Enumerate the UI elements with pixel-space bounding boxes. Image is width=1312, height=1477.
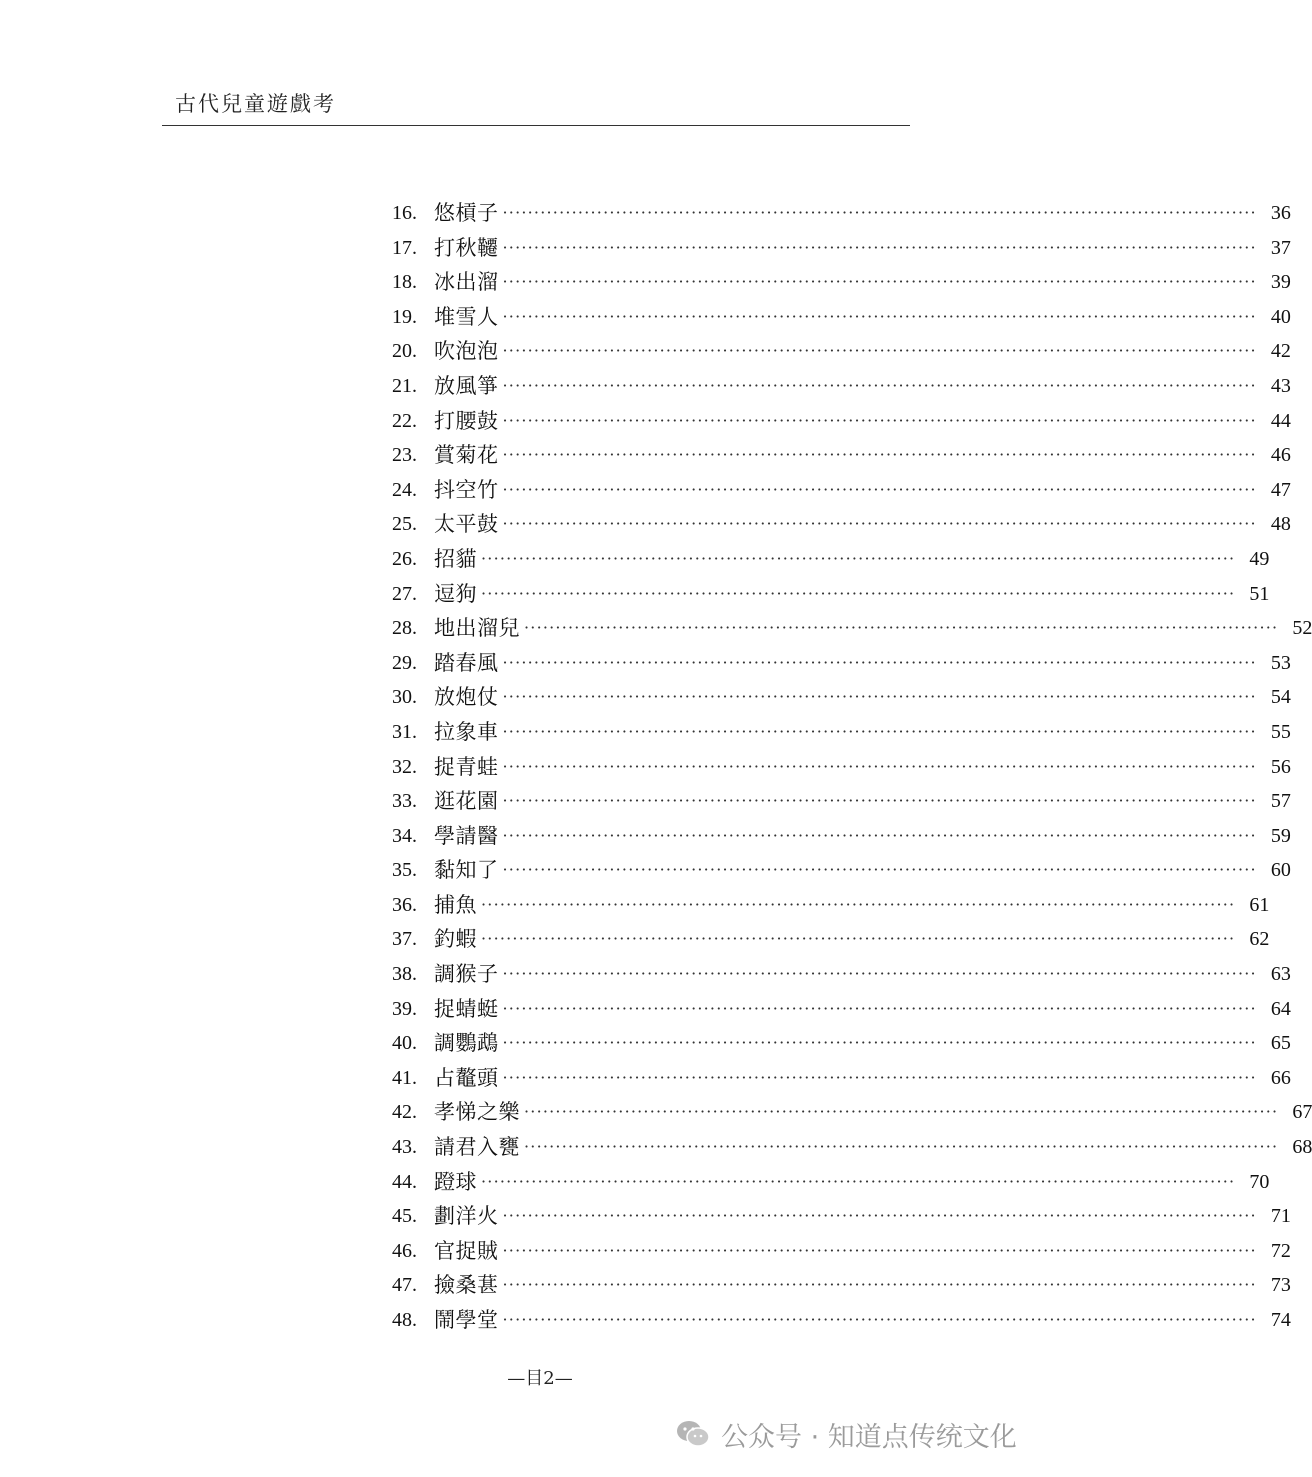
toc-entry-number: 36. (392, 893, 417, 916)
dot-leader: ························································································································ (481, 1171, 1236, 1191)
toc-entry-page: 40 (1270, 305, 1291, 328)
dot-leader: ························································································································ (502, 1310, 1257, 1329)
toc-entry-page: 73 (1270, 1274, 1291, 1297)
toc-entry-number: 46. (392, 1239, 417, 1262)
toc-entry-page: 53 (1270, 651, 1291, 674)
toc-entry-number: 23. (392, 444, 417, 467)
toc-entry-number: 26. (392, 547, 417, 570)
dot-leader: ························································································································ (502, 445, 1257, 465)
dot-leader: ························································································································ (502, 687, 1257, 707)
toc-entry (392, 784, 1291, 819)
toc-entry-number: 34. (392, 824, 417, 847)
dot-leader: ························································································································ (502, 998, 1257, 1018)
toc-entry (392, 750, 1291, 785)
toc-entry (392, 819, 1291, 854)
toc-entry-page: 60 (1270, 859, 1291, 882)
toc-entry-title: 捉蜻蜓 (434, 996, 499, 1021)
toc-entry-page: 42 (1270, 340, 1291, 363)
dot-leader: ························································································································ (481, 583, 1236, 603)
toc-entry-title: 拉象車 (434, 719, 499, 744)
toc-entry-page: 48 (1270, 513, 1291, 536)
toc-entry-title: 劃洋火 (434, 1204, 499, 1229)
toc-entry-page: 47 (1270, 478, 1291, 501)
toc-entry (392, 369, 1291, 404)
toc-entry-page: 65 (1270, 1032, 1291, 1055)
toc-entry (392, 992, 1291, 1027)
toc-entry-title: 捕魚 (434, 892, 477, 917)
toc-entry-title: 捉青蛙 (434, 754, 499, 779)
toc-entry-number: 33. (392, 790, 417, 813)
page-folio: —目2— (507, 1368, 573, 1389)
toc-entry (392, 1130, 1312, 1165)
toc-entry-number: 48. (392, 1309, 417, 1331)
toc-entry-number: 44. (392, 1170, 417, 1193)
toc-entry-number: 38. (392, 963, 417, 986)
toc-entry-title: 賞菊花 (434, 443, 499, 468)
toc-entry-number: 37. (392, 928, 417, 951)
toc-entry-page: 36 (1270, 202, 1291, 224)
toc-entry-page: 71 (1270, 1205, 1291, 1228)
toc-entry (392, 300, 1291, 335)
toc-entry (392, 507, 1291, 542)
toc-entry-title: 地出溜兒 (434, 616, 520, 641)
toc-entry (392, 680, 1291, 715)
toc-entry-page: 61 (1249, 893, 1270, 916)
toc-entry-number: 35. (392, 859, 417, 882)
dot-leader: ························································································································ (502, 514, 1257, 534)
dot-leader: ························································································································ (502, 306, 1257, 326)
toc-entry-page: 43 (1270, 374, 1291, 397)
toc-entry (392, 404, 1291, 439)
dot-leader: ························································································································ (502, 479, 1257, 499)
toc-entry (392, 611, 1312, 646)
toc-entry (392, 1026, 1291, 1061)
toc-entry-title: 打腰鼓 (434, 408, 499, 433)
toc-entry-page: 66 (1270, 1066, 1291, 1089)
toc-entry-title: 太平鼓 (434, 512, 499, 537)
toc-entry-title: 堆雪人 (434, 304, 499, 329)
toc-entry-page: 72 (1270, 1239, 1291, 1262)
toc-entry (392, 334, 1291, 369)
toc-entry-number: 28. (392, 617, 417, 640)
toc-entry-page: 54 (1270, 686, 1291, 709)
toc-entry (392, 438, 1291, 473)
toc-entry-number: 47. (392, 1274, 417, 1297)
toc-entry-page: 46 (1270, 444, 1291, 467)
dot-leader: ························································································································ (502, 1240, 1257, 1260)
toc-entry (392, 196, 1291, 231)
dot-leader: ························································································································ (524, 618, 1279, 638)
dot-leader: ························································································································ (502, 1067, 1257, 1087)
toc-entry-page: 39 (1270, 271, 1291, 294)
toc-entry-number: 30. (392, 686, 417, 709)
toc-entry-page: 63 (1270, 963, 1291, 986)
toc-entry-title: 釣蝦 (434, 927, 477, 952)
toc-entry-number: 43. (392, 1136, 417, 1159)
toc-entry-number: 25. (392, 513, 417, 536)
toc-entry-page: 49 (1249, 547, 1270, 570)
toc-entry-page: 59 (1270, 824, 1291, 847)
toc-entry-page: 67 (1292, 1101, 1312, 1124)
toc-entry-number: 41. (392, 1066, 417, 1089)
toc-entry (392, 542, 1270, 577)
dot-leader: ························································································································ (502, 341, 1257, 361)
toc-entry-page: 62 (1249, 928, 1270, 951)
dot-leader: ························································································································ (502, 1206, 1257, 1226)
toc-entry (392, 577, 1270, 612)
toc-entry-number: 17. (392, 236, 417, 259)
toc-entry (392, 1268, 1291, 1303)
dot-leader: ························································································································ (502, 272, 1257, 292)
toc-entry-page: 44 (1270, 409, 1291, 432)
dot-leader: ························································································································ (502, 721, 1257, 741)
toc-entry-number: 31. (392, 720, 417, 743)
toc-entry-page: 51 (1249, 582, 1270, 605)
toc-entry-number: 40. (392, 1032, 417, 1055)
toc-entry-title: 悠槓子 (434, 201, 499, 225)
dot-leader: ························································································································ (524, 1102, 1279, 1122)
toc-entry-title: 撿桑葚 (434, 1273, 499, 1298)
toc-entry-title: 調猴子 (434, 962, 499, 987)
toc-entry (392, 715, 1291, 750)
toc-entry-page: 70 (1249, 1170, 1270, 1193)
toc-entry-title: 吹泡泡 (434, 339, 499, 364)
toc-entry-page: 37 (1270, 236, 1291, 259)
toc-entry-page: 57 (1270, 790, 1291, 813)
toc-entry (392, 1234, 1291, 1269)
toc-entry (392, 473, 1291, 508)
dot-leader: ························································································································ (481, 929, 1236, 949)
toc-entry (392, 922, 1270, 957)
dot-leader: ························································································································ (481, 894, 1236, 914)
toc-entry (392, 957, 1291, 992)
toc-entry-title: 打秋韆 (434, 235, 499, 260)
toc-entry-number: 21. (392, 374, 417, 397)
dot-leader: ························································································································ (502, 203, 1257, 222)
dot-leader: ························································································································ (502, 652, 1257, 672)
toc-entry-number: 42. (392, 1101, 417, 1124)
toc-entry-number: 45. (392, 1205, 417, 1228)
toc-entry-number: 39. (392, 997, 417, 1020)
toc-entry (392, 1095, 1312, 1130)
toc-entry-number: 19. (392, 305, 417, 328)
dot-leader: ························································································································ (502, 825, 1257, 845)
toc-entry (392, 1199, 1291, 1234)
dot-leader: ························································································································ (481, 548, 1236, 568)
toc-entry-number: 24. (392, 478, 417, 501)
toc-entry (392, 1061, 1291, 1096)
dot-leader: ························································································································ (502, 410, 1257, 430)
dot-leader: ························································································································ (502, 375, 1257, 395)
toc-entry-page: 55 (1270, 720, 1291, 743)
running-header-title: 古代兒童遊戲考 (175, 92, 336, 116)
watermark-text: 公众号 · 知道点传统文化 (721, 1421, 1017, 1453)
header-rule (162, 125, 910, 126)
table-of-contents (392, 196, 1312, 1338)
toc-entry (392, 853, 1291, 888)
toc-entry-title: 逗狗 (434, 581, 477, 606)
toc-entry (392, 646, 1291, 681)
toc-entry-title: 請君入甕 (434, 1135, 520, 1160)
dot-leader: ························································································································ (502, 791, 1257, 811)
toc-entry-title: 黏知了 (434, 858, 499, 883)
toc-entry-page: 52 (1292, 617, 1312, 640)
toc-entry-title: 放風箏 (434, 373, 499, 398)
toc-entry-title: 孝悌之樂 (434, 1100, 520, 1125)
toc-entry-number: 29. (392, 651, 417, 674)
toc-entry (392, 265, 1291, 300)
toc-entry-page: 68 (1292, 1136, 1312, 1159)
toc-entry-page: 64 (1270, 997, 1291, 1020)
toc-entry (392, 231, 1291, 266)
dot-leader: ························································································································ (502, 964, 1257, 984)
dot-leader: ························································································································ (502, 1033, 1257, 1053)
toc-entry-page: 56 (1270, 755, 1291, 778)
toc-entry-number: 20. (392, 340, 417, 363)
dot-leader: ························································································································ (502, 756, 1257, 776)
toc-entry-number: 18. (392, 271, 417, 294)
toc-entry-title: 調鸚鵡 (434, 1031, 499, 1056)
toc-entry-title: 官捉賊 (434, 1238, 499, 1263)
dot-leader: ························································································································ (502, 237, 1257, 257)
toc-entry-title: 逛花園 (434, 789, 499, 814)
toc-entry-title: 鬧學堂 (434, 1308, 499, 1332)
dot-leader: ························································································································ (502, 1275, 1257, 1295)
toc-entry-number: 32. (392, 755, 417, 778)
toc-entry-page: 74 (1270, 1309, 1291, 1331)
watermark (675, 1414, 1017, 1454)
toc-entry (392, 1165, 1270, 1200)
toc-entry-title: 抖空竹 (434, 477, 499, 502)
wechat-icon (675, 1419, 711, 1449)
toc-entry (392, 888, 1270, 923)
dot-leader: ························································································································ (502, 860, 1257, 880)
dot-leader: ························································································································ (524, 1137, 1279, 1157)
toc-entry-number: 16. (392, 202, 417, 224)
toc-entry-title: 踏春風 (434, 650, 499, 675)
toc-entry-title: 學請醫 (434, 823, 499, 848)
toc-entry-number: 22. (392, 409, 417, 432)
toc-entry-number: 27. (392, 582, 417, 605)
toc-entry-title: 占鼇頭 (434, 1065, 499, 1090)
toc-entry-title: 冰出溜 (434, 270, 499, 295)
toc-entry-title: 招貓 (434, 546, 477, 571)
toc-entry (392, 1303, 1291, 1338)
toc-entry-title: 放炮仗 (434, 685, 499, 710)
toc-entry-title: 蹬球 (434, 1169, 477, 1194)
